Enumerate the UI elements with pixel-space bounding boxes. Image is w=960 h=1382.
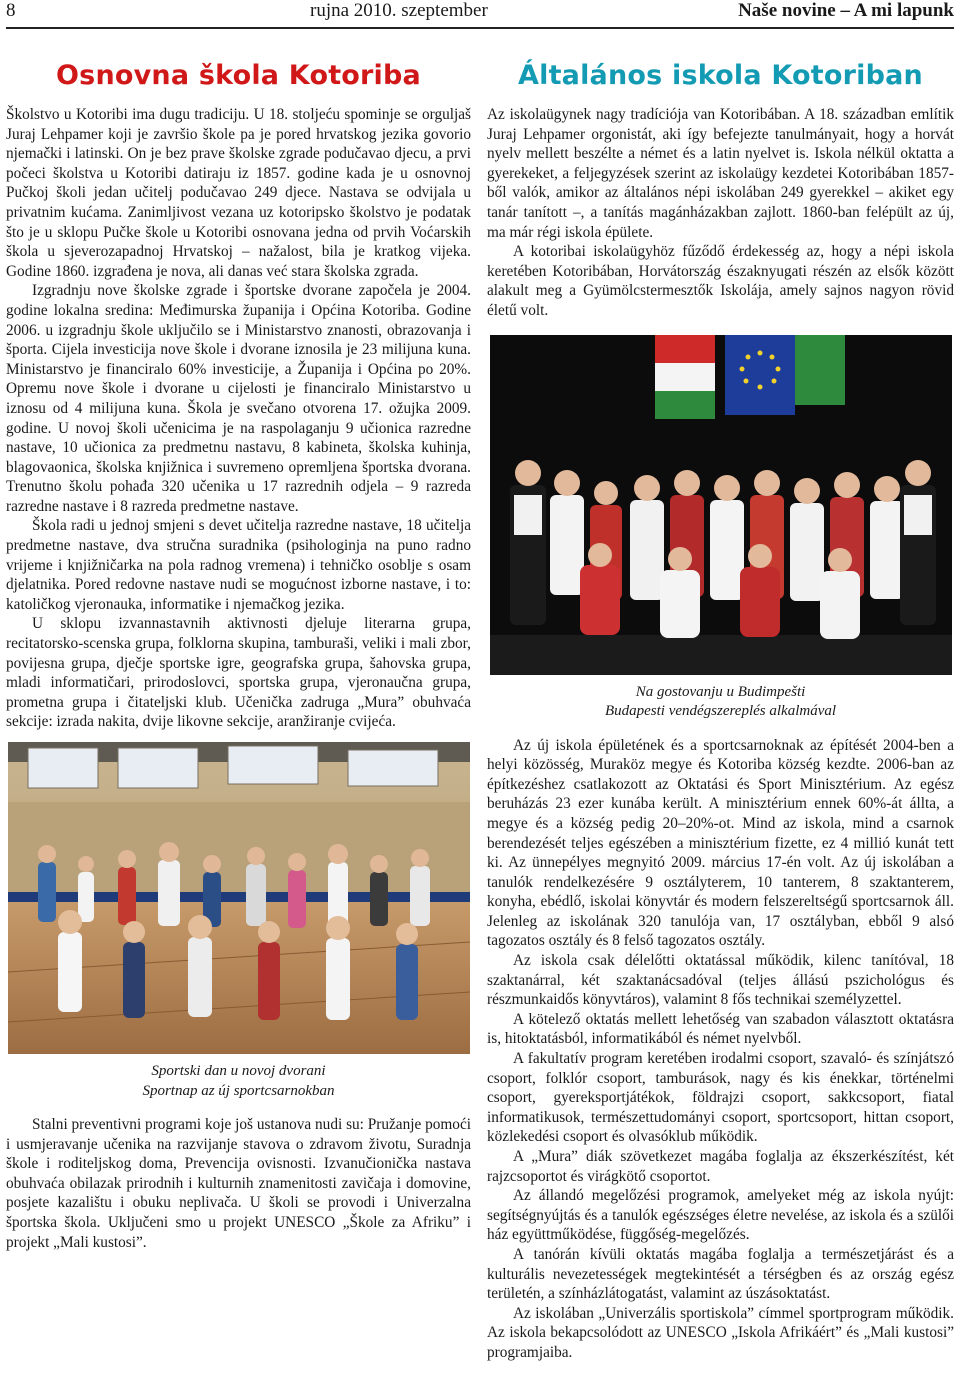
- paragraph: Az iskolaügynek nagy tradíciója van Kotoribában. A 18. században említik Juraj Lehpamer orgonistát, aki így befejezte tanulmányait, hogy a horvát nyelv mellett beszélte a német és a latin nyelvet is. Iskola nélkül oktatta a gyerekeket, a feljegyzések szerint az iskolaügy kezdetei Kotoribában 1857-ből valók, amikor az általános népi iskolában 249 gyerekkel – akiket egy tanár tanított –, a tanítás magánházakban zajlott. 1860-ban felépült az új, ma már régi iskola épülete.: [487, 106, 954, 241]
- paragraph: Az új iskola épületének és a sportcsarnoknak az építését 2004-ben a helyi közösség, Muraköz megye és Kotoriba község kezdte. 2006-ban az építkezéshez csatlakozott az Oktatási és Sport Minisztérium. Az egész beruházás 23 ezer kunába került. A minisztérium ennek 60%-át állta, a megye és a község pedig 20–20%-ot. Mind az iskola, mind a csarnok berendezését teljes egészében a minisztérium fizette, ez 4 millió kunát tett ki. Az ünnepélyes megnyitó 2009. március 17-én volt. Az új iskolában a tanulók rendelkezésére 9 osztályterem, 10 tanterem, 8 szaktanterem, konyha, ebédlő, iskolai könyvtár és modern felszereltségű sportcsarnok áll. Jelenleg az iskolának 320 tanulója van, 17 osztályban, ebből 9 alsó tagozatos osztály és 8 felső tagozatos osztály.: [487, 736, 954, 950]
- caption-line-croatian: Na gostovanju u Budimpešti: [635, 683, 806, 700]
- photo-folklore-group: [490, 335, 952, 675]
- article-title-croatian: Osnovna škola Kotoriba: [56, 60, 421, 91]
- photo-caption-sports: [6, 1062, 471, 1101]
- paragraph: Izgradnju nove školske zgrade i športske dvorane započela je 2004. godine lokalna sredina: Međimurska županija i Općina Kotoriba. Godine 2006. u izgradnju škole uključilo se i Ministarstvo znanosti, obrazovanja i športa. Cijela investicija nove škole i dvorane iznosila je 23 milijuna kuna. Ministarstvo je financiralo 60% investicije, a Županija i Općina po 20%. Opremu nove škole i dvorane u cijelosti je financiralo Ministarstvo u iznosu od 4 milijuna kuna. Škola je svečano otvorena 17. ožujka 2009. godine. U novoj školi učenicima je na raspolaganju 9 učionica razredne nastave, 10 učionica za predmetnu nastavu, 8 kabineta, školska kuhinja, blagovaonica, školska knjižnica i suvremeno opremljena športska dvorana. Trenutno školu pohađa 320 učenika u 17 razrednih odjela – 9 razreda razredne nastave i 8 razreda predmetne nastave.: [6, 282, 471, 515]
- photo-sports-hall: [8, 742, 470, 1054]
- issue-date: rujna 2010. szeptember: [310, 0, 488, 21]
- folklore-group-image: [490, 335, 952, 675]
- paragraph: Az iskolában „Univerzális sportiskola” címmel sportprogram működik. Az iskola bekapcsolódott az UNESCO „Iskola Afrikáért” és „Mali kustosi” programjaiba.: [487, 1304, 954, 1361]
- paragraph: A tanórán kívüli oktatás magába foglalja a természetjárást és a kulturális nevezetességek megtekintését a térségben és az ország egész területén, a színházlátogatást, valamint az úszásoktatást.: [487, 1245, 954, 1303]
- paragraph: A kötelező oktatás mellett lehetőség van szabadon választott oktatásra is, hitoktatásból, informatikából és német nyelvből.: [487, 1010, 954, 1048]
- paragraph: A kotoribai iskolaügyhöz fűződő érdekesség az, hogy a népi iskola keretében Kotoribában, Horvátország északnyugati részén az elsők között alakult meg a Gyümölcstermesztők Iskolája, amely sajnos nagyon rövid életű volt.: [487, 243, 954, 319]
- header-rule: [6, 27, 954, 29]
- caption-line-hungarian: Budapesti vendégszereplés alkalmával: [604, 703, 837, 720]
- paragraph: Školstvo u Kotoribi ima dugu tradiciju. U 18. stoljeću spominje se orguljaš Juraj Lehpamer koji je završio škole pa je pored hrvatskog jezika govorio njemački i latinski. On je bez prave školske zgrade podučavao djecu, a prvi počeci školstva u Kotoribi datiraju iz 1857. godine kada je u osnovnoj Pučkoj školi jedan učitelj podučavao 249 djece. Nastava se odvijala u privatnim kućama. Zanimljivost vezana uz kotoripsko školstvo je podatak što je u sklopu Pučke škole u Kotoribi osnovana jedna od prvih Voćarskih škola u sjeverozapadnoj Hrvatskoj – nažalost, bila je kratkog vijeka. Godine 1860. izgrađena je nova, ali danas već stara školska zgrada.: [6, 106, 471, 280]
- article-hungarian: [487, 56, 954, 1363]
- page-number: 8: [6, 0, 16, 21]
- photo-caption-budapest: [487, 683, 954, 722]
- paragraph: Škola radi u jednoj smjeni s devet učitelja razredne nastave, 18 učitelja predmetne nastave, dva stručna suradnika (psihologinja na puno radno vrijeme i knjižničarka na pola radnog vremena) i tehničko osoblje s osam djelatnika. Pored redovne nastave nudi se mogućnost izborne nastave, i to: katoličkog vjeronauka, informatike i njemačkog jezika.: [6, 517, 471, 613]
- caption-line-hungarian: Sportnap az új sportcsarnokban: [142, 1082, 335, 1099]
- page-header: [0, 0, 960, 24]
- paragraph: Az állandó megelőzési programok, amelyeket még az iskola nyújt: segítségnyújtás és a tanulók egészséges életre nevelése, az iskola és a szülői ház együttműködése, függőség-megelőzés.: [487, 1187, 954, 1244]
- paragraph: Az iskola csak délelőtti oktatással működik, kilenc tanítóval, 18 szaktanárral, két szaktanácsadóval (teljes állású pszichológus és részmunkaidős könyvtáros), valamint 8 fős technikai személyzettel.: [487, 952, 954, 1009]
- article-croatian: [6, 56, 471, 1252]
- paragraph: U sklopu izvannastavnih aktivnosti djeluje literarna grupa, recitatorsko-scenska grupa, folklorna skupina, tamburaši, veliki i mali zbor, povijesna grupa, dječje sportske igre, geografska grupa, šahovska grupa, mladi informatičari, prirodoslovci, sportska grupa, vjeronaučna grupa, prometna grupa i čitateljski klub. Učenička zadruga „Mura” obuhvaća sekcije: izrada nakita, dvije likovne sekcije, aranžiranje cvijeća.: [6, 615, 471, 731]
- paragraph: A fakultatív program keretében irodalmi csoport, szavaló- és színjátszó csoport, folklór csoport, tamburások, nagy és kis énekkar, történelmi csoport, gyereksportjátékok, földrajzi csoport, sakkcsoport, fiatal informatikusok, természettudományi csoport, sportcsoport, hittan csoport, közlekedési csoport és olvasóklub működik.: [487, 1050, 954, 1146]
- sports-hall-image: [8, 742, 470, 1054]
- paragraph: A „Mura” diák szövetkezet magába foglalja az ékszerkészítést, két rajzcsoportot és virágkötő csoportot.: [487, 1148, 954, 1185]
- publication-name: Naše novine – A mi lapunk: [738, 0, 954, 21]
- paragraph: Stalni preventivni programi koje još ustanova nudi su: Pružanje pomoći i usmjeravanje učenika na razvijanje stavova o zdravom životu, Suradnja škole i roditeljskog doma, Prevencija ovisnosti. Izvanučionička nastava obuhvaća obilazak prirodnih i kulturnih znamenitosti zavičaja i domovine, posjete kazalištu i obuku neplivača. U školi se provodi i Univerzalna športska škola. Uključeni smo u projekt UNESCO „Škole za Afriku” i projekt „Mali kustosi”.: [6, 1116, 471, 1251]
- caption-line-croatian: Sportski dan u novoj dvorani: [151, 1063, 326, 1079]
- article-title-hungarian: Általános iskola Kotoriban: [518, 60, 923, 91]
